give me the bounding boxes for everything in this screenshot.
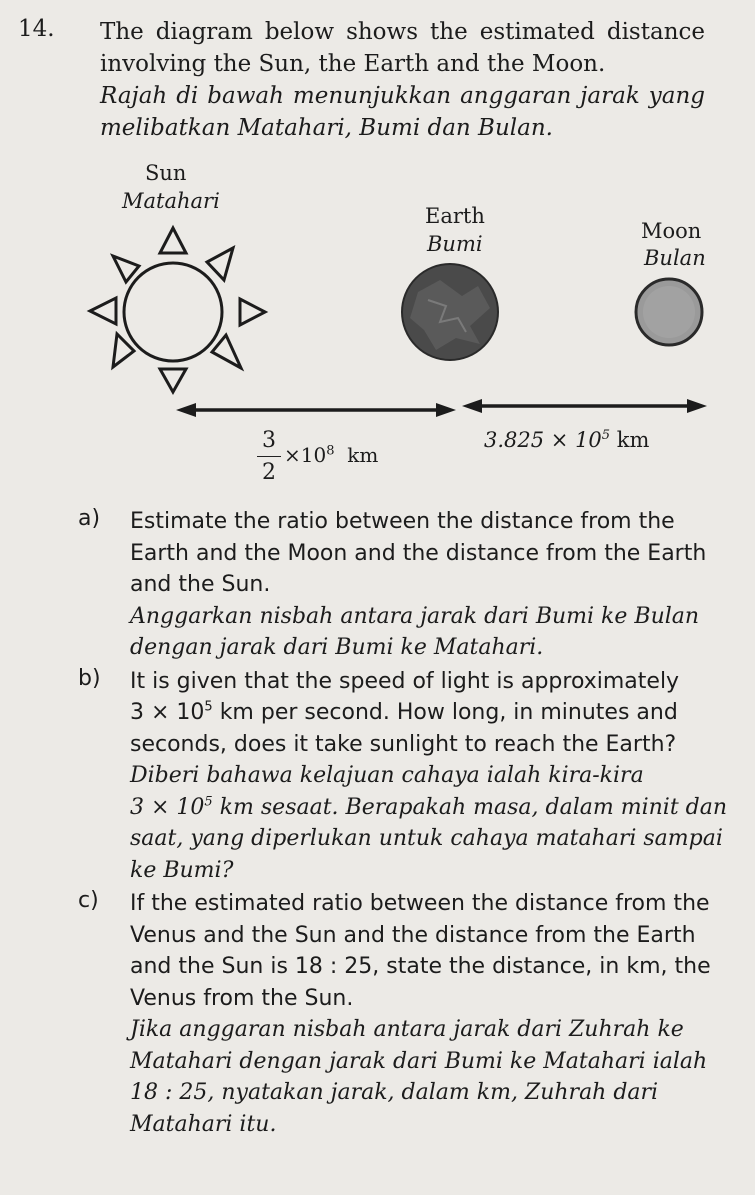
earth-label-english: Earth — [425, 204, 485, 228]
sun-label-english: Sun — [145, 161, 187, 185]
moon-label-english: Moon — [641, 219, 702, 243]
part-c-english: If the estimated ratio between the distance from the Venus and the Sun and the distance from the Earth and the Sun is 18 : 25, state the distance, in km, the Venus from the Sun. — [130, 891, 711, 1011]
sun-label-malay: Matahari — [122, 189, 220, 213]
sun-earth-arrow — [176, 403, 456, 417]
fraction-numerator: 3 — [262, 428, 276, 453]
question-parts — [78, 506, 728, 1140]
part-a-label: a) — [78, 506, 101, 531]
part-b — [78, 666, 728, 887]
part-c-malay: Jika anggaran nisbah antara jarak dari Zuhrah ke Matahari dengan jarak dari Bumi ke Matahari ialah 18 : 25, nyatakan jarak, dalam km, Zuhrah dari Matahari itu. — [130, 1017, 708, 1137]
part-a-english: Estimate the ratio between the distance from the Earth and the Moon and the distance from the Earth and the Sun. — [130, 509, 707, 597]
moon-icon — [636, 279, 702, 345]
part-a-malay: Anggarkan nisbah antara jarak dari Bumi ke Bulan dengan jarak dari Bumi ke Matahari. — [130, 603, 700, 660]
part-b-malay: Diberi bahawa kelajuan cahaya ialah kira-kira $3 \times 10^5$ km sesaat. Berapakah masa, dalam minit dan saat, yang diperlukan untuk cahaya matahari sampai ke Bumi? — [130, 763, 728, 883]
sun-earth-distance-value: $\times 10^8$ km — [284, 443, 379, 467]
question-intro-malay: Rajah di bawah menunjukkan anggaran jarak yang melibatkan Matahari, Bumi dan Bulan. — [100, 83, 705, 141]
part-c — [78, 888, 728, 1140]
part-c-label: c) — [78, 888, 99, 913]
fraction-denominator: 2 — [262, 460, 276, 485]
sun-earth-moon-diagram — [0, 0, 755, 500]
part-b-label: b) — [78, 665, 101, 691]
earth-moon-arrow — [462, 399, 707, 413]
fraction-line — [257, 456, 281, 457]
sun-icon — [90, 228, 265, 392]
question-number: 14. — [18, 16, 55, 42]
earth-moon-distance-value: $3.825 \times 10^5$ km — [484, 428, 650, 452]
part-a — [78, 506, 728, 664]
part-b-english: It is given that the speed of light is approximately $3 \times 10^5$ km per second. How long, in minutes and seconds, does it take sunlight to reach the Earth? — [130, 668, 680, 757]
sun-earth-distance-fraction — [256, 428, 282, 485]
moon-label-malay: Bulan — [644, 246, 706, 270]
question-intro-english: The diagram below shows the estimated distance involving the Sun, the Earth and the Moon. — [100, 19, 705, 77]
earth-icon — [402, 264, 498, 360]
earth-label-malay: Bumi — [427, 232, 483, 256]
